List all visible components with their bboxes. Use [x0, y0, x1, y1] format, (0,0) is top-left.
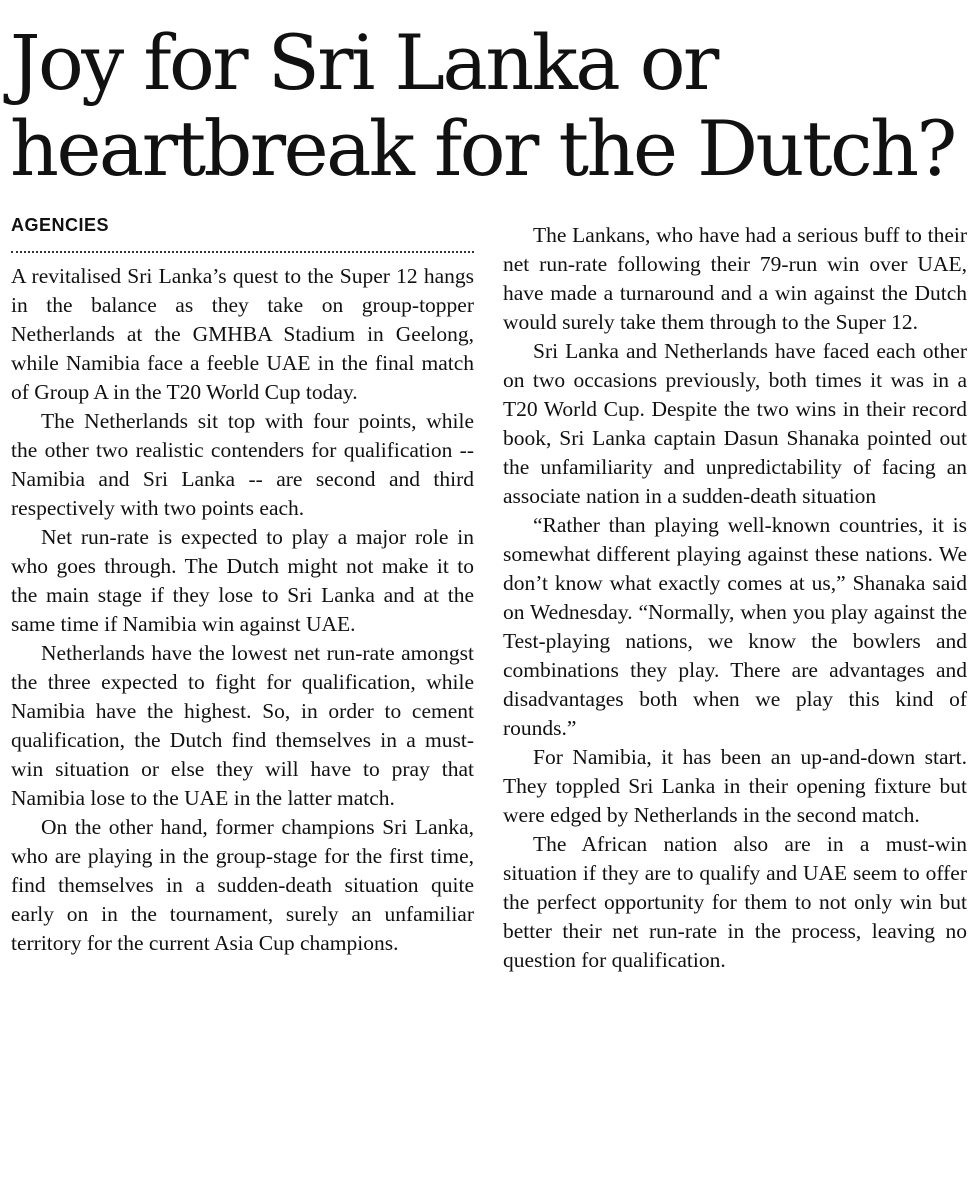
headline: Joy for Sri Lanka or heartbreak for the Dutch? [10, 18, 955, 193]
paragraph: For Namibia, it has been an up-and-down start. They toppled Sri Lanka in their opening fixture but were edged by Netherlands in the second match. [503, 745, 967, 827]
paragraph: The Lankans, who have had a serious buff to their net run-rate following their 79-run win over UAE, have made a turnaround and a win against the Dutch would surely take them through to the Super 12. [503, 223, 967, 334]
article-column-right [503, 221, 967, 975]
paragraph: “Rather than playing well-known countries, it is somewhat different playing against these nations. We don’t know what exactly comes at us,” Shanaka said on Wednesday. “Normally, when you play against the Test-playing nations, we know the bowlers and combinations they play. There are advantages and disadvantages both when we play this kind of rounds.” [503, 513, 967, 740]
byline: AGENCIES [11, 215, 110, 235]
paragraph: Sri Lanka and Netherlands have faced each other on two occasions previously, both times it was in a T20 World Cup. Despite the two wins in their record book, Sri Lanka captain Dasun Shanaka pointed out the unfamiliarity and unpredictability of facing an associate nation in a sudden-death situation [503, 339, 967, 508]
article-column-left [11, 262, 474, 958]
paragraph: On the other hand, former champions Sri Lanka, who are playing in the group-stage for the first time, find themselves in a sudden-death situation quite early on in the tournament, surely an unfamiliar territory for the current Asia Cup champions. [11, 815, 474, 955]
paragraph: Net run-rate is expected to play a major role in who goes through. The Dutch might not make it to the main stage if they lose to Sri Lanka and at the same time if Namibia win against UAE. [11, 525, 474, 636]
paragraph: Netherlands have the lowest net run-rate amongst the three expected to fight for qualification, while Namibia have the highest. So, in order to cement qualification, the Dutch find themselves in a must-win situation or else they will have to pray that Namibia lose to the UAE in the latter match. [11, 641, 474, 810]
byline-divider [11, 251, 474, 253]
paragraph: The African nation also are in a must-win situation if they are to qualify and UAE seem to offer the perfect opportunity for them to not only win but better their net run-rate in the process, leaving no question for qualification. [503, 832, 967, 972]
paragraph: A revitalised Sri Lanka’s quest to the Super 12 hangs in the balance as they take on group-topper Netherlands at the GMHBA Stadium in Geelong, while Namibia face a feeble UAE in the final match of Group A in the T20 World Cup today. [11, 264, 474, 404]
paragraph: The Netherlands sit top with four points, while the other two realistic contenders for qualification -- Namibia and Sri Lanka -- are second and third respectively with two points each. [11, 409, 474, 520]
